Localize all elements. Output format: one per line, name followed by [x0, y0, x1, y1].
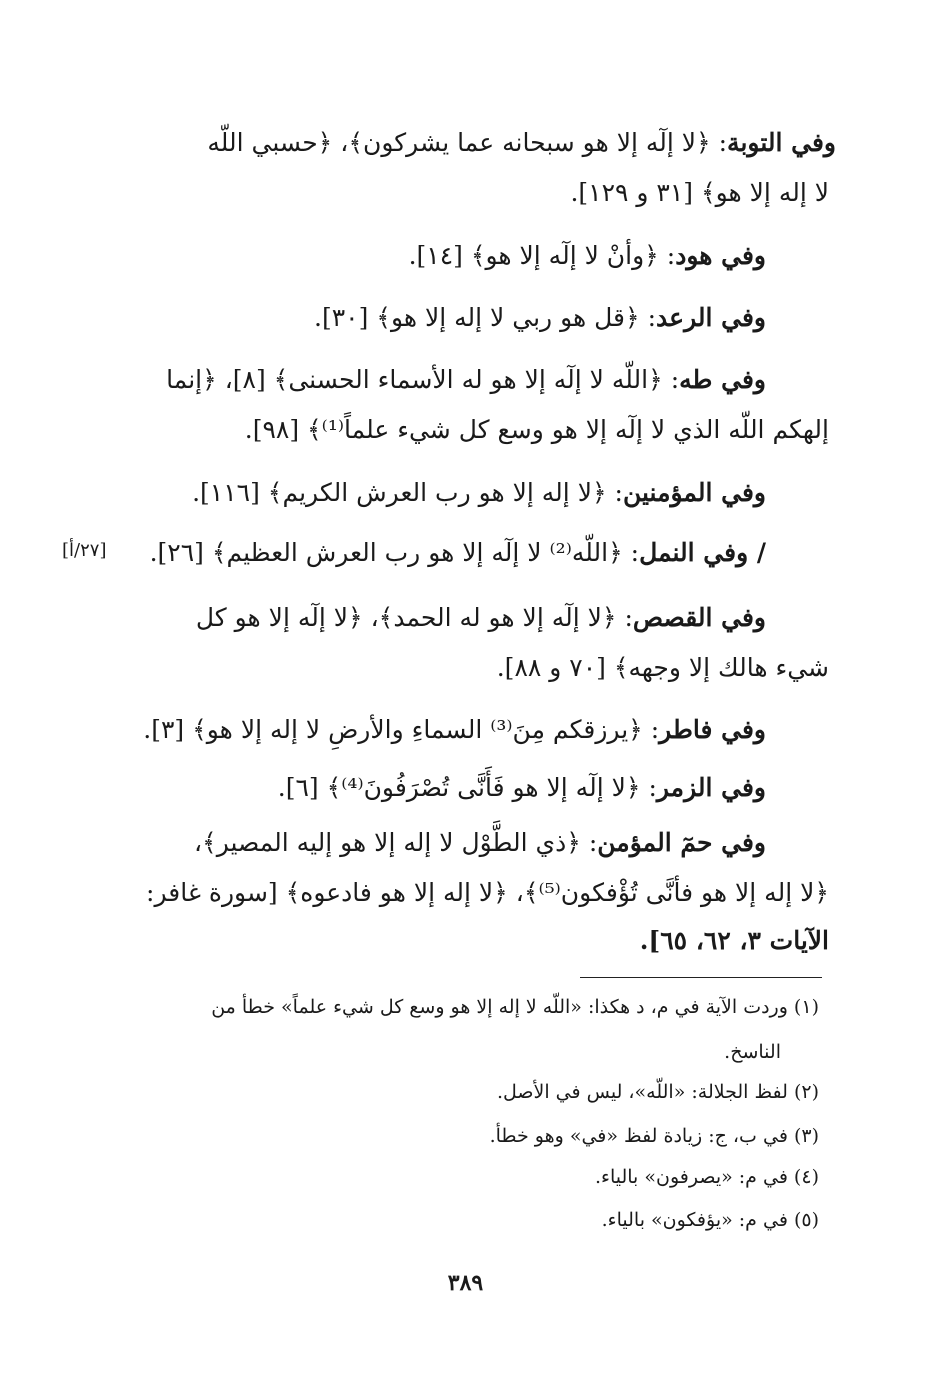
text-line-8: / وفي النمل: ﴿اللّه⁽²⁾ لا إلٓه إلا هو رب العرش العظيم﴾ [٢٦].	[149, 538, 766, 567]
surah-label: وفي الزمر	[656, 773, 766, 802]
footnote-4: (٤) في م: «يصرفون» بالياء.	[594, 1166, 819, 1188]
footnote-separator	[580, 977, 822, 978]
surah-label: وفي القصص	[632, 603, 766, 632]
surah-label: وفي فاطر	[659, 715, 766, 744]
text-line-9: وفي القصص: ﴿لا إلٓه إلا هو له الحمد﴾، ﴿لا إلٓه إلا هو كل	[195, 603, 766, 632]
footnote-1-continuation: الناسخ.	[724, 1041, 781, 1063]
text-line-11: وفي فاطر: ﴿يرزقكم مِنَ⁽³⁾ السماءِ والأرضِ لا إله إلا هو﴾ [٣].	[143, 715, 766, 744]
surah-label: وفي المؤمنين	[622, 478, 766, 507]
surah-label: وفي طه	[679, 365, 766, 394]
text-line-4: وفي الرعد: ﴿قل هو ربي لا إله إلا هو﴾ [٣٠].	[314, 303, 766, 332]
text-line-1: وفي التوبة: ﴿لا إلٓه إلا هو سبحانه عما يشركون﴾، ﴿حسبي اللّه	[207, 128, 836, 157]
footnote-5: (٥) في م: «يؤفكون» بالياء.	[601, 1209, 819, 1231]
surah-label: / وفي النمل	[639, 538, 766, 567]
footnote-2: (٢) لفظ الجلالة: «اللّه»، ليس في الأصل.	[496, 1081, 819, 1103]
page-number: ٣٨٩	[447, 1270, 484, 1296]
text-line-2: لا إله إلا هو﴾ [٣١ و ١٢٩].	[570, 178, 829, 207]
text-line-15: الآيات ٣، ٦٢، ٦٥].	[639, 926, 829, 955]
text-line-14: ﴿لا إله إلا هو فأنَّى تُؤْفكون⁽⁵⁾﴾، ﴿لا إله إلا هو فادعوه﴾ [سورة غافر:	[146, 878, 829, 907]
text-line-12: وفي الزمر: ﴿لا إلٓه إلا هو فَأَنَّى تُصْرَفُونَ⁽⁴⁾﴾ [٦].	[277, 773, 766, 802]
text-line-13: وفي حمٓ المؤمن: ﴿ذي الطَّوْل لا إله إلا هو إليه المصير﴾،	[193, 828, 766, 857]
text-line-3: وفي هود: ﴿وأنْ لا إلٓه إلا هو﴾ [١٤].	[408, 241, 766, 270]
surah-label: وفي التوبة	[727, 128, 836, 157]
surah-label: وفي هود	[675, 241, 766, 270]
footnote-1: (١) وردت الآية في م، د هكذا: «اللّه لا إله إلا هو وسع كل شيء علماً» خطأ من	[211, 996, 819, 1018]
text-line-10: شيء هالك إلا وجهه﴾ [٧٠ و ٨٨].	[496, 653, 829, 682]
surah-label: وفي الرعد	[656, 303, 766, 332]
text-line-7: وفي المؤمنين: ﴿لا إله إلا هو رب العرش الكريم﴾ [١١٦].	[192, 478, 766, 507]
margin-folio-note: [٢٧/أ]	[62, 540, 107, 561]
text-line-6: إلهكم اللّه الذي لا إلٓه إلا هو وسع كل شيء علماً⁽¹⁾﴾ [٩٨].	[244, 415, 829, 444]
text-line-5: وفي طه: ﴿اللّه لا إلٓه إلا هو له الأسماء الحسنى﴾ [٨]، ﴿إنما	[166, 365, 766, 394]
surah-label: وفي حمٓ المؤمن	[597, 828, 766, 857]
footnote-3: (٣) في ب، ج: زيادة لفظ «في» وهو خطأ.	[489, 1125, 819, 1147]
